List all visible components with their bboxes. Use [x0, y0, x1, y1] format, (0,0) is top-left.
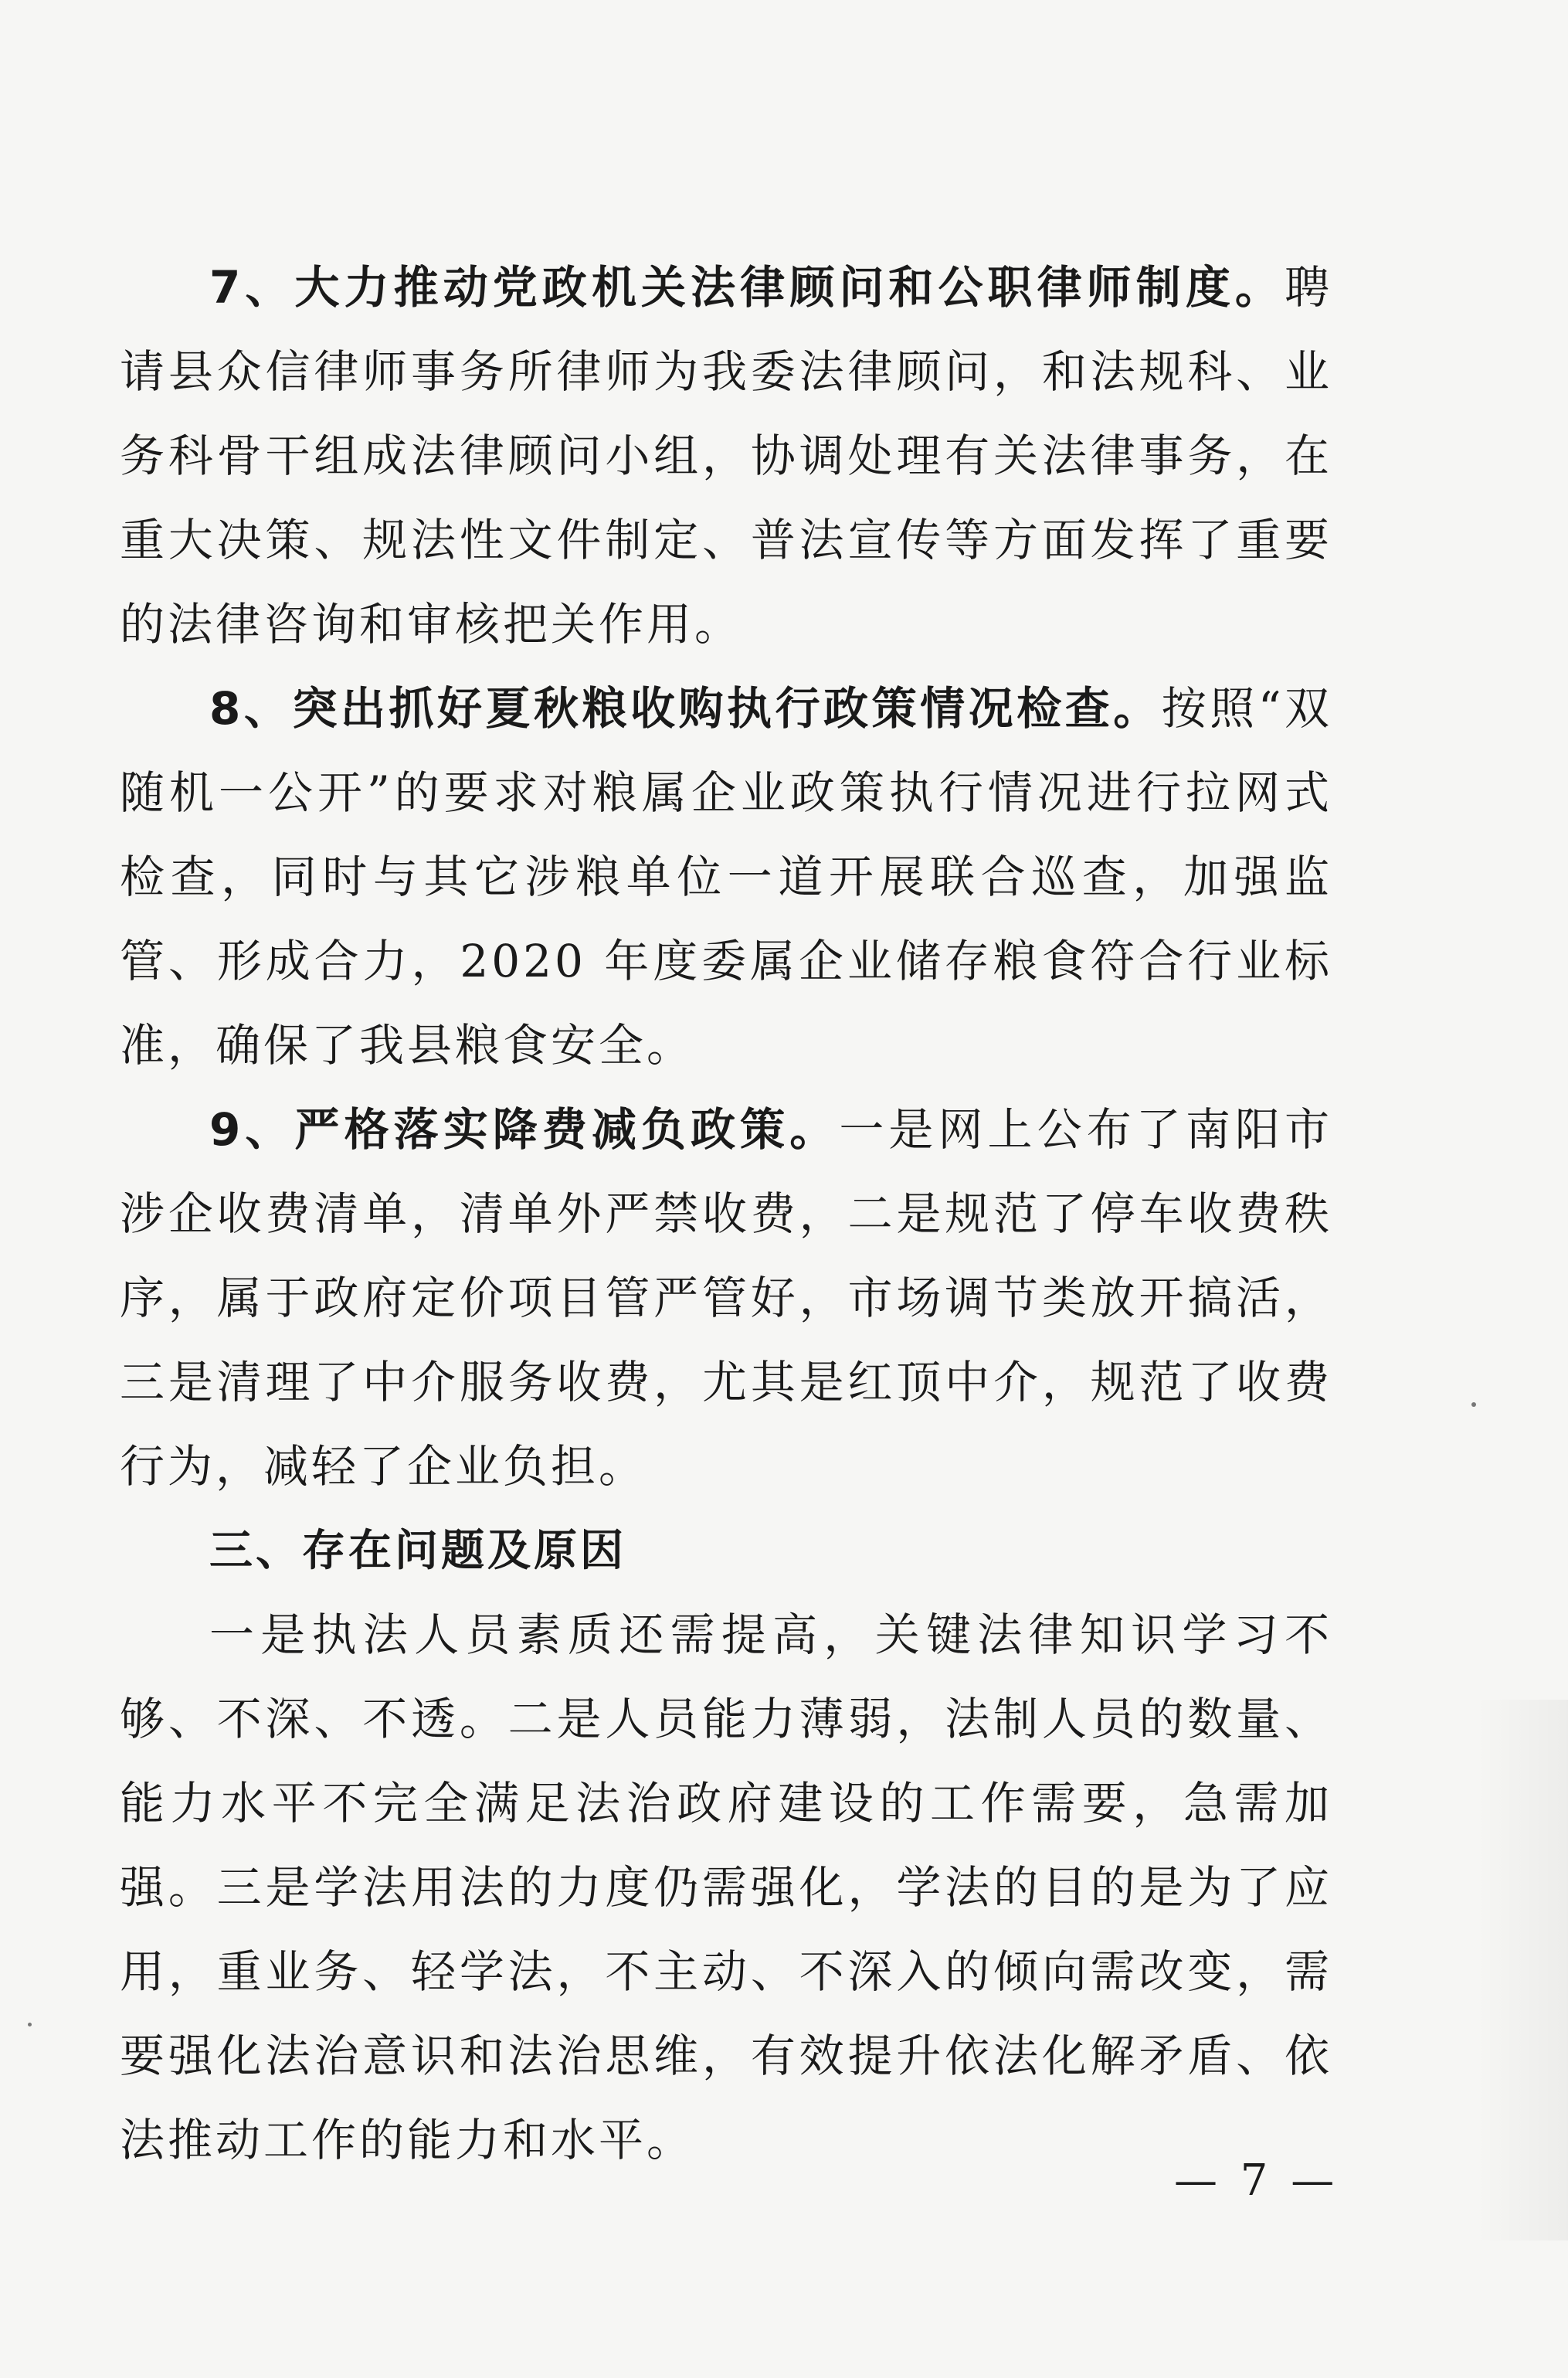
scan-speck [1471, 1402, 1476, 1407]
item-9-heading: 9、严格落实降费减负政策。 [209, 1103, 840, 1156]
scan-speck [28, 2023, 32, 2026]
section-3-title: 三、存在问题及原因 [209, 1526, 626, 1576]
section-3-body: 一是执法人员素质还需提高，关键法律知识学习不够、不深、不透。二是人员能力薄弱，法制人员的数量、能力水平不完全满足法治政府建设的工作需要，急需加强。三是学法用法的力度仍需强化，学法的目的是为了应用，重业务、轻学法，不主动、不深入的倾向需改变，需要强化法治意识和法治思维，有效提升依法化解矛盾、依法推动工作的能力和水平。 [120, 1609, 1332, 2166]
item-8-body: 按照“双随机一公开”的要求对粮属企业政策执行情况进行拉网式检查，同时与其它涉粮单位一道开展联合巡查，加强监管、形成合力，2020 年度委属企业储存粮食符合行业标准，确保了我县粮食安全。 [120, 682, 1332, 1072]
paragraph-item-9 [120, 1088, 1332, 1509]
item-7-body: 聘请县众信律师事务所律师为我委法律顾问，和法规科、业务科骨干组成法律顾问小组，协调处理有关法律事务，在重大决策、规法性文件制定、普法宣传等方面发挥了重要的法律咨询和审核把关作用。 [120, 261, 1332, 651]
paragraph-item-8 [120, 667, 1332, 1088]
scan-edge-shadow [1475, 1700, 1568, 2240]
item-7-heading: 7、大力推动党政机关法律顾问和公职律师制度。 [209, 261, 1285, 314]
item-9-body: 一是网上公布了南阳市涉企收费清单，清单外严禁收费，二是规范了停车收费秩序，属于政府定价项目管严管好，市场调节类放开搞活，三是清理了中介服务收费，尤其是红顶中介，规范了收费行为，减轻了企业负担。 [120, 1103, 1332, 1493]
page-number: — 7 — [1174, 2155, 1339, 2206]
document-body [120, 246, 1332, 2183]
item-8-heading: 8、突出抓好夏秋粮收购执行政策情况检查。 [209, 682, 1162, 735]
paragraph-item-7 [120, 246, 1332, 667]
